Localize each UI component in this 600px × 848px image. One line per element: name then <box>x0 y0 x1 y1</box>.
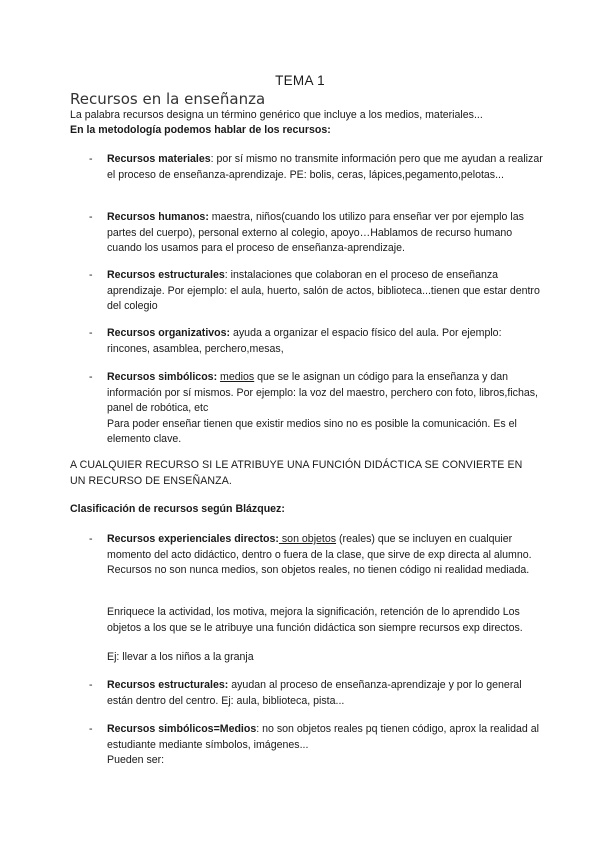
item-label: Recursos materiales <box>107 153 211 165</box>
list-item-estructurales <box>107 268 547 315</box>
classification-title: Clasificación de recursos según Blázquez: <box>70 503 285 515</box>
item-text: ayudan al proceso de enseñanza-aprendizaje y por lo general están dentro del centro. Ej: aula, biblioteca, pista... <box>107 679 522 707</box>
intro-text: La palabra recursos designa un término genérico que incluye a los medios, materiales... <box>70 109 483 121</box>
item-label: Recursos estructurales <box>107 269 225 281</box>
list-dash: - <box>89 533 93 545</box>
list-dash: - <box>89 153 93 165</box>
list-dash: - <box>89 371 93 383</box>
list-dash: - <box>89 679 93 691</box>
item-text: : por sí mismo no transmite información pero que me ayudan a realizar el proceso de enseñanza-aprendizaje. PE: bolis, ceras, lápices,pegamento,pelotas... <box>107 153 543 181</box>
item-extra-text: Para poder enseñar tienen que existir medios sino no es posible la comunicación. Es el elemento clave. <box>107 417 517 446</box>
item-label: Recursos estructurales: <box>107 679 229 691</box>
section-subtitle: Recursos en la enseñanza <box>70 90 266 108</box>
list-item-organizativos <box>107 326 547 357</box>
list-item-materiales <box>107 152 547 183</box>
item-label: Recursos simbólicos: <box>107 371 218 383</box>
uppercase-note: A CUALQUIER RECURSO SI LE ATRIBUYE UNA FUNCIÓN DIDÁCTICA SE CONVIERTE EN UN RECURSO DE ENSEÑANZA. <box>70 459 523 487</box>
underlined-term: son objetos <box>278 533 337 545</box>
item-text: ayuda a organizar el espacio físico del aula. Por ejemplo: rincones, asamblea, perchero,mesas, <box>107 327 502 355</box>
item-text: que se le asignan un código para la enseñanza y dan información por sí mismos. Por ejemplo: la voz del maestro, perchero con foto, libros,fichas, panel de robótica, etc <box>107 371 538 415</box>
item-text: maestra, niños(cuando los utilizo para enseñar ver por ejemplo las partes del cuerpo), personal externo al colegio, apoyo…Hablamos de recurso humano cuando los usamos para el proceso de enseñanza-aprendizaje. <box>107 211 524 255</box>
list-item-simbolicos <box>107 370 547 448</box>
item-label: Recursos simbólicos=Medios <box>107 723 257 735</box>
experienciales-example: Ej: llevar a los niños a la granja <box>107 651 254 663</box>
item-extra-text: Pueden ser: <box>107 754 165 767</box>
list-item-medios <box>107 722 547 769</box>
item-text: (reales) que se incluyen en cualquier momento del acto didáctico, dentro o fuera de la clase, que sirve de exp directa al alumno. Recursos no son nunca medios, son objetos reales, no tienen código ni realidad mediada. <box>107 533 532 577</box>
underlined-term: medios <box>220 371 255 383</box>
list-dash: - <box>89 723 93 735</box>
list-item-estructurales-2 <box>107 678 547 709</box>
item-label: Recursos experienciales directos: <box>107 533 279 545</box>
list-item-experienciales <box>107 532 547 579</box>
item-label: Recursos organizativos: <box>107 327 231 339</box>
list-dash: - <box>89 211 93 223</box>
item-text: : instalaciones que colaboran en el proceso de enseñanza aprendizaje. Por ejemplo: el aula, huerto, salón de actos, biblioteca...tienen que estar dentro del colegio <box>107 269 540 313</box>
intro-bold-text: En la metodología podemos hablar de los recursos: <box>70 124 331 136</box>
item-label: Recursos humanos: <box>107 211 209 223</box>
document-title: TEMA 1 <box>275 73 325 88</box>
experienciales-paragraph: Enriquece la actividad, los motiva, mejora la significación, retención de lo aprendido Los objetos a los que se le atribuye una función didáctica son siempre recursos exp directos. <box>107 606 523 634</box>
list-item-humanos <box>107 210 547 257</box>
list-dash: - <box>89 327 93 339</box>
item-text: : no son objetos reales pq tienen código, aprox la realidad al estudiante mediante símbolos, imágenes... <box>107 723 539 751</box>
list-dash: - <box>89 269 93 281</box>
